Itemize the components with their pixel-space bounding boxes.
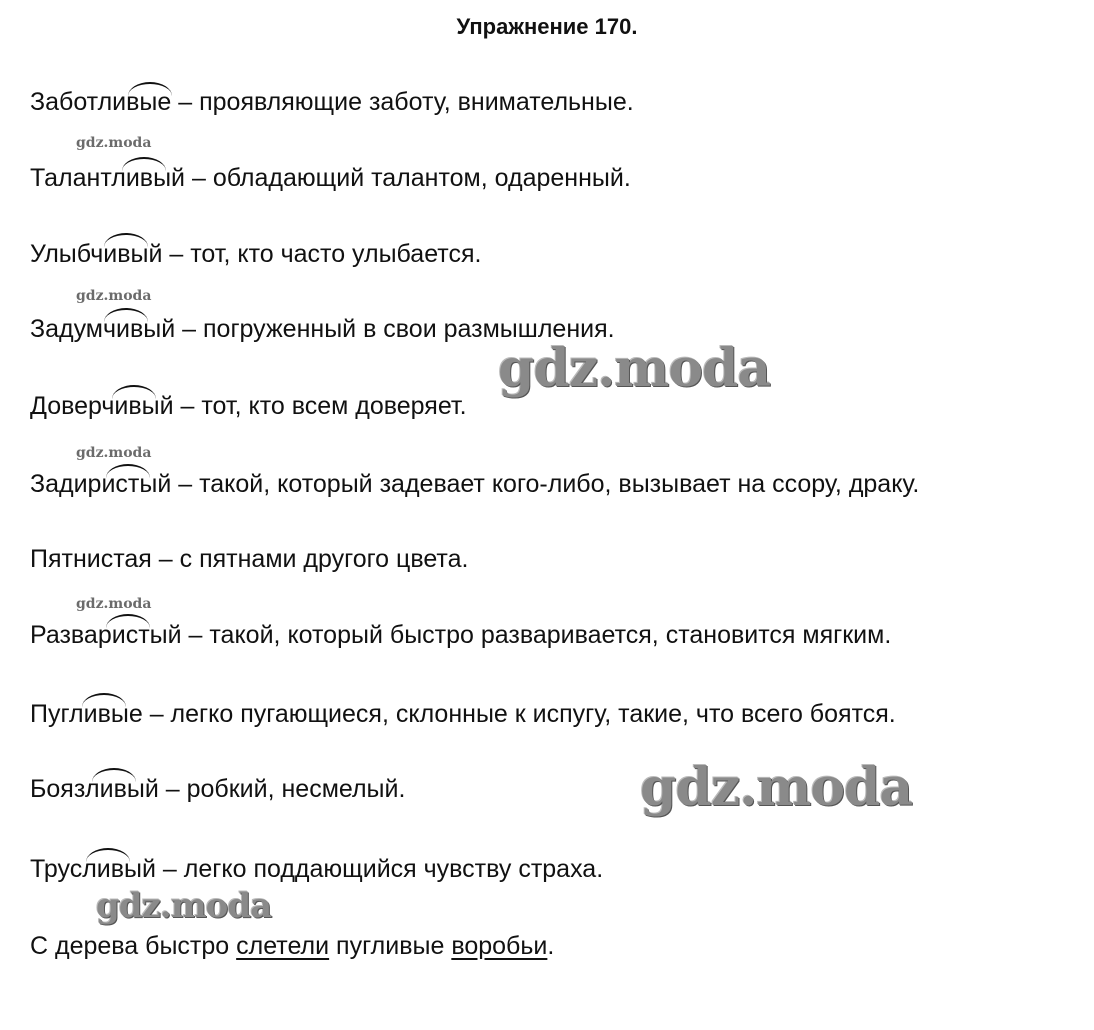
entry-definition: – обладающий талантом, одаренный. <box>185 164 631 192</box>
watermark-small: gdz.moda <box>76 135 152 151</box>
entry-definition: – погруженный в свои размышления. <box>175 315 615 343</box>
page-title: Упражнение 170. <box>456 14 638 39</box>
entry-line <box>30 700 896 729</box>
sentence-predicate: слетели <box>236 932 330 960</box>
entry-word: Доверчивый <box>30 392 174 420</box>
sentence-text: С дерева быстро <box>30 932 237 960</box>
entry-line <box>30 392 467 421</box>
entry-word: Заботливые <box>30 88 172 116</box>
entry-definition: – такой, который задевает кого-либо, вызывает на ссору, драку. <box>171 470 920 498</box>
entry-word: Разваристый <box>30 621 182 649</box>
entry-definition: – с пятнами другого цвета. <box>151 545 469 573</box>
entry-line <box>30 545 468 574</box>
entry-word: Улыбчивый <box>30 240 163 268</box>
entry-word: Пугливые <box>30 700 143 728</box>
sentence-text: пугливые <box>329 932 452 960</box>
entry-word: Пятнистая <box>30 545 152 573</box>
entry-word: Трусливый <box>30 855 156 883</box>
entry-line <box>30 240 481 269</box>
watermark-small: gdz.moda <box>76 288 152 304</box>
sentence-text: . <box>547 932 555 960</box>
entry-definition: – робкий, несмелый. <box>158 775 406 803</box>
entry-word: Талантливый <box>30 164 186 192</box>
watermark-large: gdz.moda <box>640 757 913 818</box>
entry-definition: – такой, который быстро разваривается, становится мягким. <box>181 621 892 649</box>
entry-definition: – тот, кто всем доверяет. <box>173 392 467 420</box>
entry-line <box>30 315 615 344</box>
watermark-large: gdz.moda <box>96 886 272 926</box>
entry-definition: – тот, кто часто улыбается. <box>162 240 482 268</box>
watermark-small: gdz.moda <box>76 596 152 612</box>
entry-line <box>30 164 631 193</box>
entry-definition: – легко поддающийся чувству страха. <box>155 855 604 883</box>
entry-line <box>30 855 603 884</box>
entry-line <box>30 775 405 804</box>
entry-word: Боязливый <box>30 775 159 803</box>
example-sentence <box>30 932 554 961</box>
entry-line <box>30 470 919 499</box>
watermark-small: gdz.moda <box>76 445 152 461</box>
entry-word: Задиристый <box>30 470 172 498</box>
sentence-subject: воробьи <box>451 932 548 960</box>
entry-definition: – проявляющие заботу, внимательные. <box>171 88 634 116</box>
entry-line <box>30 621 891 650</box>
entry-line <box>30 88 634 117</box>
entry-word: Задумчивый <box>30 315 176 343</box>
entry-definition: – легко пугающиеся, склонные к испугу, такие, что всего боятся. <box>142 700 896 728</box>
watermark-large: gdz.moda <box>498 338 771 399</box>
